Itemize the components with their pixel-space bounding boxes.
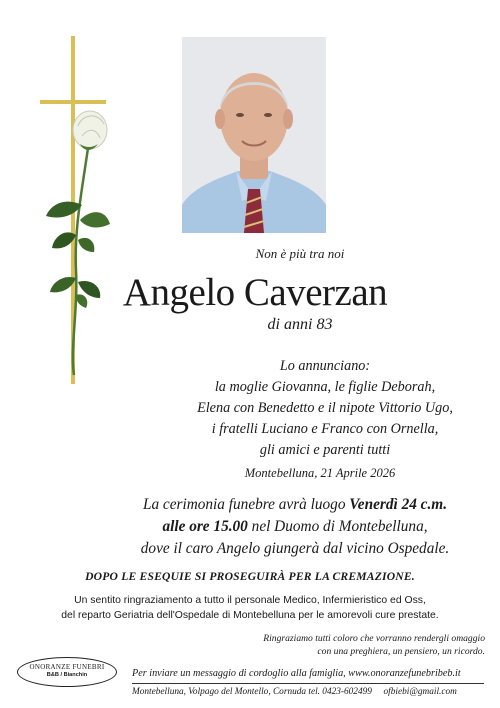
rose-leaf [80,212,110,227]
ceremony-location: nel Duomo di Montebelluna, [247,518,428,535]
announcement-line: la moglie Giovanna, le figlie Deborah, [214,379,436,395]
cremation-notice: DOPO LE ESEQUIE SI PROSEGUIRÀ PER LA CREMAZIONE. [85,570,415,583]
funeral-home-logo [17,657,117,687]
thanks-all [150,632,485,658]
face [220,73,288,161]
rose-leaf [78,238,94,252]
eye [264,113,272,117]
rose-leaf [76,294,87,308]
intro-text: Non è più tra noi [255,246,345,261]
ceremony-date: Venerdì 24 c.m. [349,496,448,513]
announcement-line: i fratelli Luciano e Franco con Ornella, [211,421,439,437]
logo-line-2: B&B / Bianchin [46,672,88,678]
announcement-heading: Lo annunciano: [279,358,371,374]
place-and-date: Montebelluna, 21 Aprile 2026 [244,466,396,480]
ceremony-text: La cerimonia funebre avrà luogo [142,496,350,513]
ceremony-line-3: dove il caro Angelo giungerà dal vicino Ospedale. [140,540,450,557]
announcement-block [150,356,500,461]
eye [236,113,244,117]
deceased-name: Angelo Caverzan [122,271,388,314]
ceremony-line-2 [90,516,500,538]
thanks-all-line: con una preghiera, un pensiero, un ricordo. [317,646,485,657]
thanks-all-line: Ringraziamo tutti coloro che vorranno rendergli omaggio [263,633,485,644]
ceremony-info [90,494,500,560]
thanks-staff-line: del reparto Geriatria dell'Ospedale di Montebelluna per le amorevoli cure prestate. [61,610,439,621]
cross-horizontal-bar [40,100,106,104]
portrait-illustration [182,37,326,233]
logo-line-1: ONORANZE FUNEBRI [29,663,105,671]
deceased-age: di anni 83 [267,316,333,333]
footer-divider [132,683,484,684]
thanks-staff-line: Un sentito ringraziamento a tutto il personale Medico, Infermieristico ed Oss, [74,595,426,606]
announcement-line: gli amici e parenti tutti [259,442,391,458]
ceremony-line-1 [90,494,500,516]
rose-leaf [46,202,82,218]
thanks-staff [0,593,500,623]
footer-contacts: Montebelluna, Volpago del Montello, Cornuda tel. 0423-602499 ofbiebi@gmail.com [132,687,457,697]
ceremony-time: alle ore 15.00 [162,518,248,535]
portrait-photo [182,37,326,233]
announcement-line: Elena con Benedetto e il nipote Vittorio Ugo, [197,400,453,416]
ear [283,109,293,129]
condolences-info: Per inviare un messaggio di cordoglio alla famiglia, www.onoranzefunebribeb.it [132,668,461,679]
ear [215,109,225,129]
rose-stem [73,148,88,375]
cross-with-rose-illustration [30,30,120,390]
